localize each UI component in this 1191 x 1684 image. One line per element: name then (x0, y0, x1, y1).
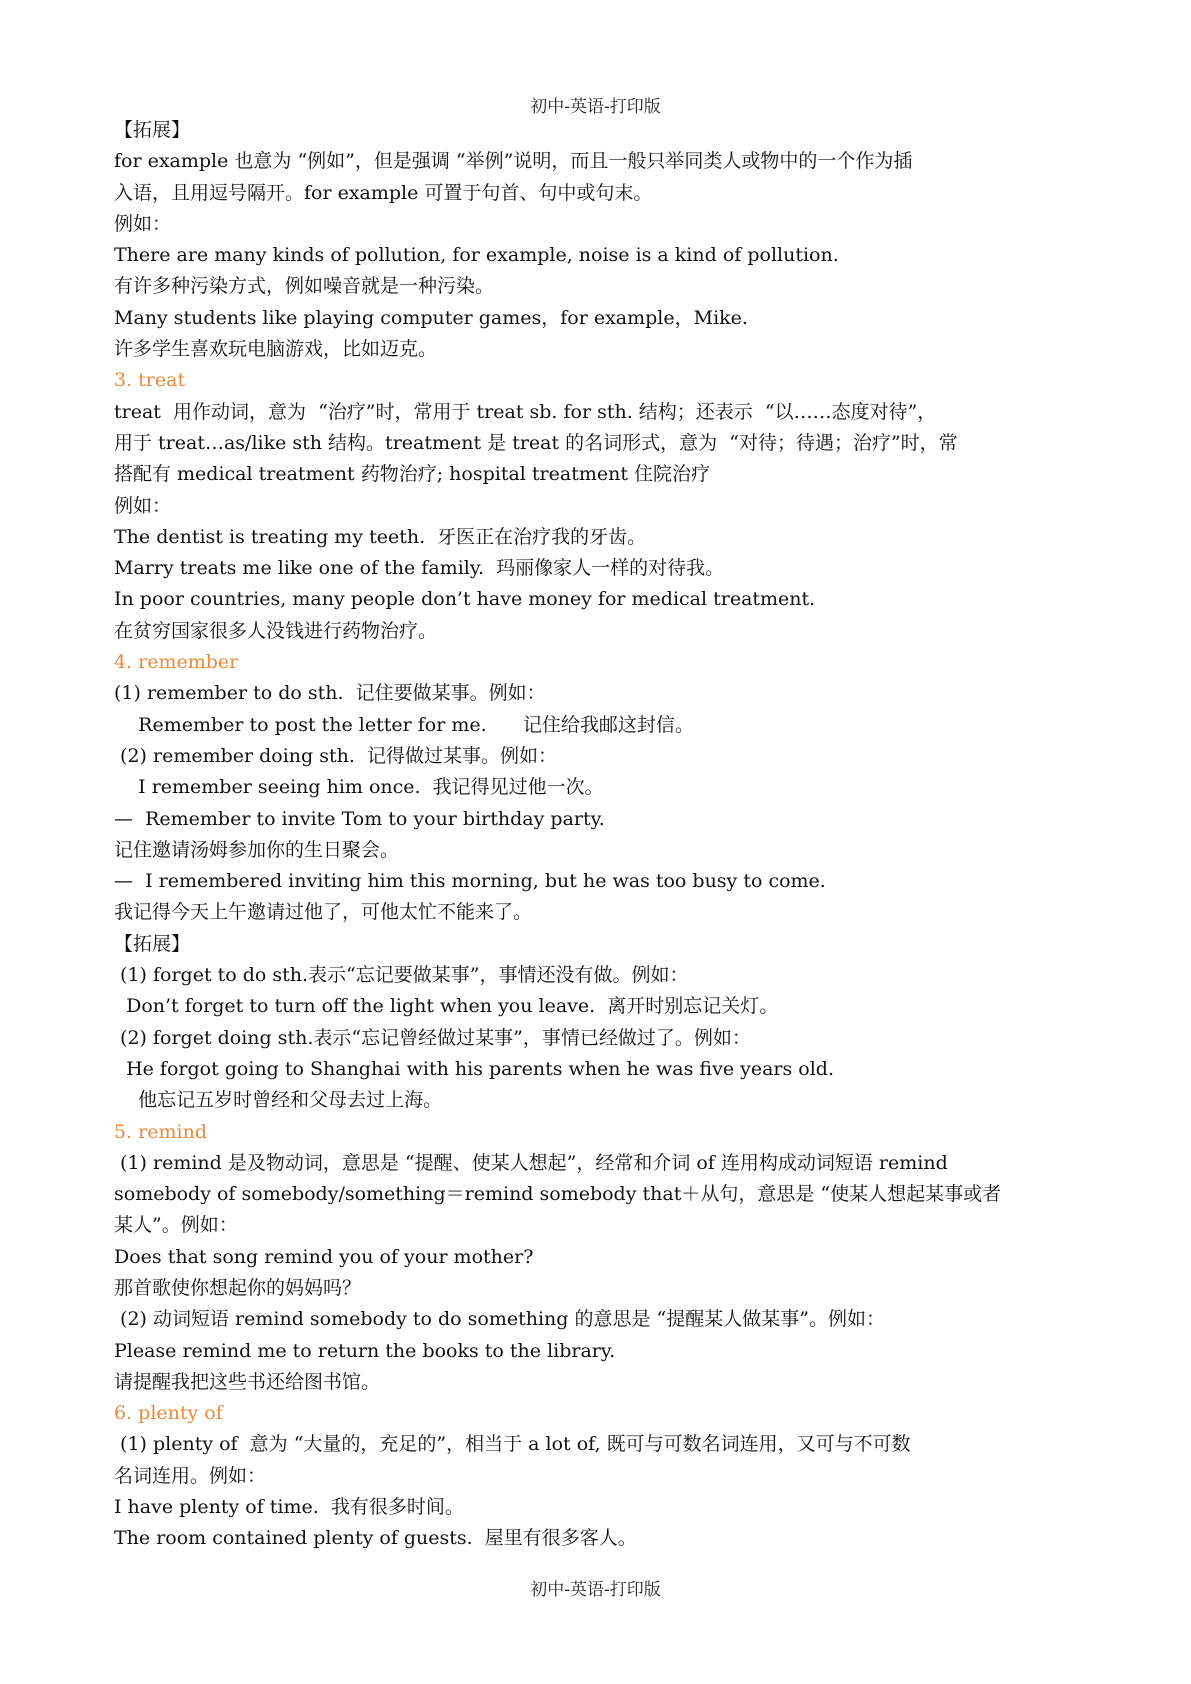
document-body (114, 115, 1014, 1555)
running-header: 初中-英语-打印版 (530, 97, 661, 117)
text-line: Many students like playing computer games，for example，Mike. (114, 306, 748, 329)
text-line: — Remember to invite Tom to your birthday party. (114, 807, 605, 830)
text-line: Does that song remind you of your mother? (114, 1245, 534, 1268)
text-line: In poor countries, many people don’t have money for medical treatment. (114, 588, 816, 611)
text-line: 名词连用。例如： (114, 1464, 267, 1487)
text-line: (2) 动词短语 remind somebody to do something 的意思是 “提醒某人做某事”。例如： (114, 1308, 885, 1331)
text-line: somebody of somebody/something＝remind somebody that＋从句，意思是 “使某人想起某事或者 (114, 1183, 1002, 1206)
text-line: The dentist is treating my teeth. 牙医正在治疗我的牙齿。 (114, 525, 647, 548)
text-line: treat 用作动词，意为 “治疗”时，常用于 treat sb. for sth. 结构；还表示 “以……态度对待”， (114, 400, 937, 423)
text-line: 【拓展】 (114, 119, 191, 141)
text-line: 某人”。例如： (114, 1214, 238, 1237)
text-line: (2) remember doing sth. 记得做过某事。例如： (114, 744, 557, 767)
text-line: (1) remember to do sth. 记住要做某事。例如： (114, 682, 546, 705)
text-line: (1) remind 是及物动词，意思是 “提醒、使某人想起”，经常和介词 of 连用构成动词短语 remind (114, 1151, 948, 1174)
text-line: 在贫穷国家很多人没钱进行药物治疗。 (114, 619, 438, 642)
text-line: Please remind me to return the books to the library. (114, 1339, 616, 1362)
text-line: He forgot going to Shanghai with his parents when he was five years old. (114, 1057, 834, 1080)
text-line: 【拓展】 (114, 932, 191, 955)
text-line: There are many kinds of pollution, for example, noise is a kind of pollution. (114, 244, 839, 267)
section-heading: 6. plenty of (114, 1402, 223, 1425)
text-line: 用于 treat…as/like sth 结构。treatment 是 treat 的名词形式，意为 “对待；待遇；治疗”时，常 (114, 431, 958, 454)
text-line: for example 也意为 “例如”，但是强调 “举例”说明，而且一般只举同类人或物中的一个作为插 (114, 150, 913, 173)
text-line: I have plenty of time. 我有很多时间。 (114, 1496, 464, 1519)
text-line: 入语，且用逗号隔开。for example 可置于句首、句中或句末。 (114, 181, 653, 204)
text-line: 我记得今天上午邀请过他了，可他太忙不能来了。 (114, 901, 533, 924)
section-heading: 4. remember (114, 651, 239, 674)
section-heading: 5. remind (114, 1120, 207, 1143)
text-line: 例如： (114, 494, 172, 517)
text-line: — I remembered inviting him this morning, but he was too busy to come. (114, 870, 826, 893)
text-line: (1) plenty of 意为 “大量的，充足的”，相当于 a lot of, 既可与可数名词连用，又可与不可数 (114, 1433, 911, 1456)
text-line: 许多学生喜欢玩电脑游戏，比如迈克。 (114, 338, 438, 361)
text-line: 他忘记五岁时曾经和父母去过上海。 (114, 1089, 443, 1112)
text-line: Don’t forget to turn off the light when you leave. 离开时别忘记关灯。 (114, 995, 779, 1018)
text-line: Marry treats me like one of the family. 玛丽像家人一样的对待我。 (114, 557, 725, 580)
text-line: 记住邀请汤姆参加你的生日聚会。 (114, 838, 400, 861)
text-line: Remember to post the letter for me. 记住给我邮这封信。 (114, 713, 694, 736)
text-line: 搭配有 medical treatment 药物治疗; hospital treatment 住院治疗 (114, 463, 711, 486)
text-line: The room contained plenty of guests. 屋里有很多客人。 (114, 1527, 637, 1550)
running-footer: 初中-英语-打印版 (530, 1580, 661, 1600)
text-line: 那首歌使你想起你的妈妈吗？ (114, 1276, 362, 1299)
text-line: 有许多种污染方式，例如噪音就是一种污染。 (114, 275, 495, 298)
text-line: I remember seeing him once. 我记得见过他一次。 (114, 776, 604, 799)
section-heading: 3. treat (114, 369, 186, 392)
text-line: 请提醒我把这些书还给图书馆。 (114, 1370, 381, 1393)
text-line: 例如： (114, 212, 172, 235)
text-line: (1) forget to do sth.表示“忘记要做某事”，事情还没有做。例如： (114, 964, 689, 987)
text-line: (2) forget doing sth.表示“忘记曾经做过某事”，事情已经做过了。例如： (114, 1026, 751, 1049)
